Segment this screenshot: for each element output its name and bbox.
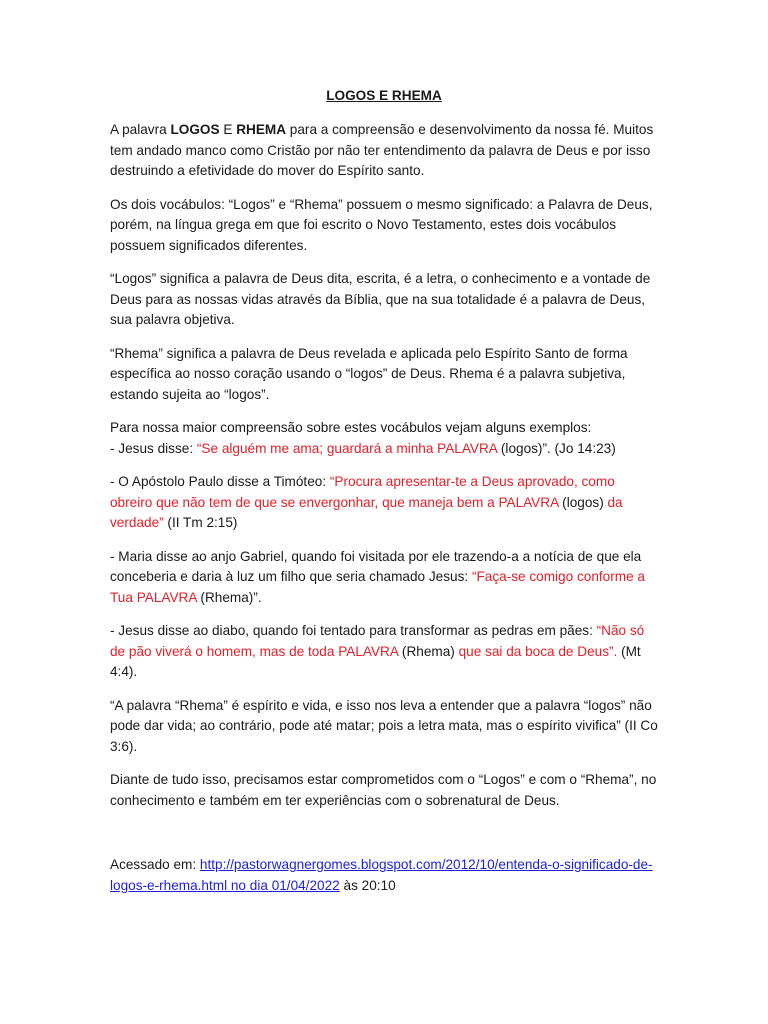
paragraph-maria <box>110 547 658 609</box>
text: A palavra <box>110 122 171 137</box>
page-title: LOGOS E RHEMA <box>326 88 442 103</box>
paragraph-intro <box>110 120 658 182</box>
bold-term-rhema: RHEMA <box>236 122 287 137</box>
quote-red: “Se alguém me ama; guardará a minha PALAVRA <box>196 440 498 456</box>
quote-red: que sai da boca de Deus”. <box>458 643 618 659</box>
text: E <box>219 122 237 137</box>
paragraph-rhema-definition: “Rhema” significa a palavra de Deus revelada e aplicada pelo Espírito Santo de forma específica ao nosso coração usando o “logos” de Deus. Rhema é a palavra subjetiva, estando sujeita ao “logos”. <box>110 345 628 402</box>
reference: (Rhema)”. <box>196 589 262 605</box>
quote-red: “Não só de pão viverá o homem, mas de toda PALAVRA <box>110 623 645 659</box>
paragraph-conclusion: Diante de tudo isso, precisamos estar comprometidos com o “Logos” e com o “Rhema”, no conhecimento e também em ter experiências com o sobrenatural de Deus. <box>110 772 657 808</box>
reference: (II Tm 2:15) <box>163 515 238 530</box>
text: para a compreensão e desenvolvimento da nossa fé. Muitos tem andado manco como Cristão por não ter entendimento da palavra de Deus e por isso destruindo a efetividade do mover do Espírito santo. <box>110 122 654 178</box>
text: - Maria disse ao anjo Gabriel, quando foi visitada por ele trazendo-a a notícia de que ela conceberia e daria à luz um filho que seria chamado Jesus: <box>110 548 642 584</box>
quote-red: da verdade” <box>110 494 623 530</box>
paragraph-paulo <box>110 472 658 534</box>
paragraph-two-words: Os dois vocábulos: “Logos” e “Rhema” possuem o mesmo significado: a Palavra de Deus, porém, na língua grega em que foi escrito o Novo Testamento, estes dois vocábulos possuem significados diferentes. <box>110 196 653 253</box>
quote-red: “Faça-se comigo conforme a Tua PALAVRA <box>110 569 645 605</box>
paragraph-logos-definition: “Logos” significa a palavra de Deus dita, escrita, é a letra, o conhecimento e a vontade de Deus para as nossas vidas através da Bíblia, que na sua totalidade é a palavra de Deus, sua palavra objetiva. <box>110 271 651 327</box>
text: - Jesus disse ao diabo, quando foi tentado para transformar as pedras em pães: <box>110 623 597 638</box>
source-time: às 20:10 <box>339 877 396 893</box>
source-citation <box>110 855 658 896</box>
text: Para nossa maior compreensão sobre estes vocábulos vejam alguns exemplos: <box>110 420 592 435</box>
bold-term-logos: LOGOS <box>170 122 220 137</box>
quote-red: “Procura apresentar-te a Deus aprovado, como obreiro que não tem de que se envergonhar, que maneja bem a PALAVRA <box>110 474 615 510</box>
text: (logos) <box>558 494 608 510</box>
reference: (Mt 4:4). <box>110 643 641 679</box>
text: (Rhema) <box>398 643 459 659</box>
text: - Jesus disse: <box>110 440 197 456</box>
paragraph-examples <box>110 418 658 459</box>
paragraph-diabo <box>110 621 658 683</box>
source-link[interactable]: http://pastorwagnergomes.blogspot.com/2012/10/entenda-o-significado-de-logos-e-rhema.html no dia 01/04/2022 <box>110 857 653 893</box>
source-label: Acessado em: <box>110 857 200 872</box>
document-body <box>110 86 658 909</box>
reference: (logos)”. (Jo 14:23) <box>497 440 616 456</box>
paragraph-spirit-life: “A palavra “Rhema” é espírito e vida, e isso nos leva a entender que a palavra “logos” não pode dar vida; ao contrário, pode até matar; pois a letra mata, mas o espírito vivifica” (II Co 3:6). <box>110 697 658 754</box>
text: - O Apóstolo Paulo disse a Timóteo: <box>110 474 330 489</box>
